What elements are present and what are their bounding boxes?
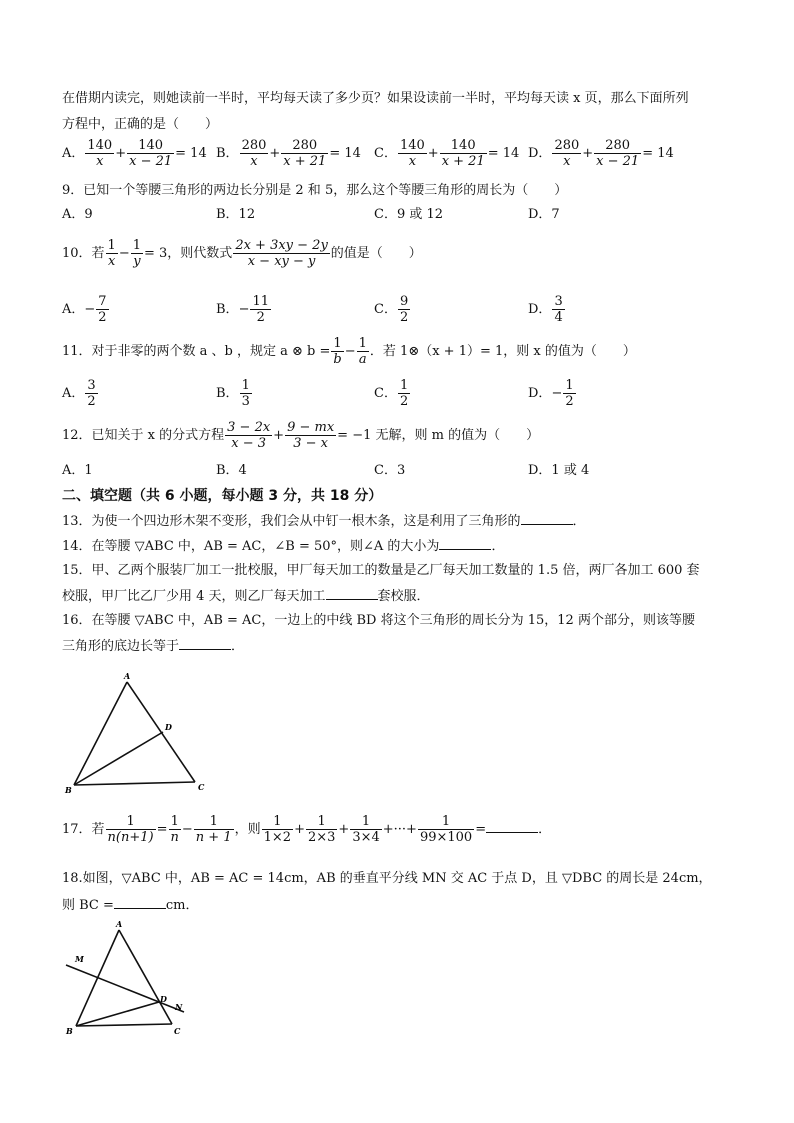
fig2-label-c: C xyxy=(174,1026,181,1036)
q18-line1: 18.如图，▽ABC 中，AB = AC = 14cm，AB 的垂直平分线 MN 交 AC 于点 D，且 ▽DBC 的周长是 24cm， xyxy=(62,871,712,886)
fig2-label-m: M xyxy=(75,954,84,964)
q17: 17．若 $\frac{1}{n(n+1)}$ = $\frac{1}{n}$ − $\frac{1}{n + 1}$ ，则 $\frac{1}{1\times 2}$ + $\frac{1}{2\times 3}$ + $\frac{1}{3\times 4}$ +···+ $\frac{1}{99\times 100}$ = ． xyxy=(62,814,552,845)
q9-option-d: D．7 xyxy=(528,207,560,222)
q8-stem-line1: 在借期内读完，则她读前一半时，平均每天读了多少页？如果设读前一半时，平均每天读 x 页，那么下面所列 xyxy=(62,91,689,106)
q10-option-d: D． $\frac{3}{4}$ xyxy=(528,294,563,325)
q10-option-a: A．− $\frac{7}{2}$ xyxy=(62,294,107,325)
q9-stem: 9．已知一个等腰三角形的两边长分别是 2 和 5，那么这个等腰三角形的周长为（ ） xyxy=(62,183,568,198)
q10-stem: 10．若 $\frac{1}{x}$ − $\frac{1}{y}$ = 3，则代数式 $\frac{2x + 3xy - 2y}{x - xy - y}$ 的值是（ ） xyxy=(62,238,422,269)
q15-line2: 校服，甲厂比乙厂少用 4 天，则乙厂每天加工 套校服． xyxy=(62,589,430,604)
q13: 13．为使一个四边形木架不变形，我们会从中钉一根木条，这是利用了三角形的 ． xyxy=(62,514,586,529)
q15-blank[interactable] xyxy=(326,587,378,600)
q18-blank[interactable] xyxy=(114,896,166,909)
q12-stem: 12．已知关于 x 的分式方程 $\frac{3 - 2x}{x - 3}$ + $\frac{9 - mx}{3 - x}$ = −1 无解，则 m 的值为（ ） xyxy=(62,420,540,451)
q9-option-b: B．12 xyxy=(216,207,256,222)
fig1-label-c: C xyxy=(198,782,205,792)
q15-line1: 15．甲、乙两个服装厂加工一批校服，甲厂每天加工的数量是乙厂每天加工数量的 1.5 倍，两厂各加工 600 套 xyxy=(62,563,700,578)
q12-option-d: D．1 或 4 xyxy=(528,463,590,478)
triangle-figure-q18 xyxy=(62,920,202,1040)
section-2-heading: 二、填空题（共 6 小题，每小题 3 分，共 18 分） xyxy=(62,488,383,504)
q8-option-b: B． $\frac{280}{x}$ + $\frac{280}{x + 21}$ = 14 xyxy=(216,138,361,169)
q9-option-a: A．9 xyxy=(62,207,93,222)
triangle-figure-q16 xyxy=(62,670,222,800)
q16-blank[interactable] xyxy=(179,637,231,650)
q14: 14．在等腰 ▽ABC 中，AB = AC，∠B = 50°，则∠A 的大小为 ． xyxy=(62,539,505,554)
q9-option-c: C．9 或 12 xyxy=(374,207,444,222)
q18-line2: 则 BC = cm． xyxy=(62,898,199,913)
q11-option-b: B． $\frac{1}{3}$ xyxy=(216,378,250,409)
fig1-label-b: B xyxy=(65,785,72,795)
q8-option-d: D． $\frac{280}{x}$ + $\frac{280}{x - 21}$ = 14 xyxy=(528,138,674,169)
fig2-label-b: B xyxy=(66,1026,73,1036)
fig1-label-a: A xyxy=(124,671,131,681)
q12-option-c: C．3 xyxy=(374,463,406,478)
q16-line1: 16．在等腰 ▽ABC 中，AB = AC，一边上的中线 BD 将这个三角形的周长分为 15，12 两个部分，则该等腰 xyxy=(62,613,695,628)
q11-stem: 11．对于非零的两个数 a 、b ，规定 a ⊗ b = $\frac{1}{b}$ − $\frac{1}{a}$ ．若 1⊗（x + 1）= 1，则 x 的值为（ ） xyxy=(62,336,636,367)
q11-option-a: A． $\frac{3}{2}$ xyxy=(62,378,96,409)
q11-option-d: D．− $\frac{1}{2}$ xyxy=(528,378,574,409)
q10-option-b: B．− $\frac{11}{2}$ xyxy=(216,294,270,325)
fig2-label-n: N xyxy=(175,1002,183,1012)
q12-option-a: A．1 xyxy=(62,463,93,478)
q10-option-c: C． $\frac{9}{2}$ xyxy=(374,294,409,325)
q8-option-c: C． $\frac{140}{x}$ + $\frac{140}{x + 21}$ = 14 xyxy=(374,138,520,169)
fig2-label-a: A xyxy=(116,920,123,929)
q12-option-b: B．4 xyxy=(216,463,247,478)
q14-blank[interactable] xyxy=(439,537,491,550)
q16-line2: 三角形的底边长等于 ． xyxy=(62,639,245,654)
q8-stem-line2: 方程中，正确的是（ ） xyxy=(62,117,219,132)
fig2-label-d: D xyxy=(160,994,167,1004)
q8-option-a: A． $\frac{140}{x}$ + $\frac{140}{x - 21}$ = 14 xyxy=(62,138,207,169)
q17-blank[interactable] xyxy=(486,820,538,833)
q11-option-c: C． $\frac{1}{2}$ xyxy=(374,378,409,409)
q13-blank[interactable] xyxy=(521,512,573,525)
fig1-label-d: D xyxy=(165,722,172,732)
